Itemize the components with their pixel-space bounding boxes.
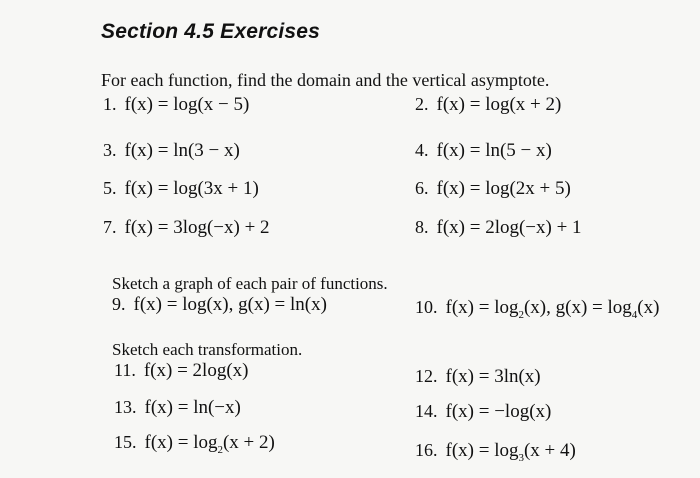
exercise-number: 3.: [103, 140, 117, 160]
exercise-number: 2.: [415, 94, 429, 114]
group1-instruction: For each function, find the domain and the vertical asymptote.: [101, 70, 550, 90]
exercise-number: 5.: [103, 178, 117, 198]
exercise-expression-part: (x + 4): [523, 440, 576, 461]
exercise-8: [415, 217, 582, 239]
exercise-expression: f(x) = 2log(x): [143, 360, 249, 381]
exercise-7: [103, 217, 270, 239]
exercise-11: [114, 360, 248, 382]
exercise-expression-part: f(x) = log: [445, 440, 519, 461]
exercise-2: [415, 94, 561, 116]
exercise-3: [103, 140, 240, 162]
group2-instruction: Sketch a graph of each pair of functions.: [112, 274, 388, 293]
exercise-number: 9.: [112, 294, 126, 314]
exercise-expression: f(x) = ln(3 − x): [124, 140, 240, 161]
exercise-number: 13.: [114, 397, 137, 417]
exercise-expression: f(x) = ln(5 − x): [436, 140, 552, 161]
exercise-expression: f(x) = −log(x): [445, 401, 552, 422]
exercise-expression: f(x) = log(x), g(x) = ln(x): [133, 294, 327, 315]
exercise-number: 4.: [415, 140, 429, 160]
exercise-1: [103, 94, 249, 116]
exercise-expression-part: f(x) = log: [445, 297, 519, 318]
exercise-13: [114, 397, 241, 419]
exercise-16: [415, 440, 576, 464]
exercise-6: [415, 178, 571, 200]
exercise-expression: f(x) = 3ln(x): [445, 366, 541, 387]
exercise-expression: f(x) = ln(−x): [144, 397, 241, 418]
exercise-number: 6.: [415, 178, 429, 198]
log-base: 3: [518, 451, 524, 464]
exercise-number: 10.: [415, 297, 438, 317]
exercise-expression-part: (x + 2): [222, 432, 275, 453]
exercise-expression: f(x) = 3log(−x) + 2: [124, 217, 270, 238]
exercise-14: [415, 401, 551, 423]
exercise-9: [112, 294, 327, 316]
exercise-number: 12.: [415, 366, 438, 386]
exercise-10: [415, 297, 659, 321]
exercise-expression: f(x) = log(x + 2): [436, 94, 562, 115]
exercise-expression: f(x) = log(x − 5): [124, 94, 250, 115]
exercise-number: 7.: [103, 217, 117, 237]
exercise-number: 15.: [114, 432, 137, 452]
group3-instruction: Sketch each transformation.: [112, 340, 303, 359]
exercise-expression-part: f(x) = log: [144, 432, 218, 453]
section-title: Section 4.5 Exercises: [101, 20, 320, 43]
exercise-4: [415, 140, 552, 162]
exercise-expression: f(x) = 2log(−x) + 1: [436, 217, 582, 238]
exercise-expression: f(x) = log(2x + 5): [436, 178, 571, 199]
log-base: 2: [217, 443, 223, 456]
exercise-expression: f(x) = log(3x + 1): [124, 178, 259, 199]
exercise-number: 14.: [415, 401, 438, 421]
exercise-number: 11.: [114, 360, 136, 380]
exercise-expression-part: (x), g(x) = log: [523, 297, 632, 318]
log-base: 2: [518, 308, 524, 321]
exercise-12: [415, 366, 541, 388]
log-base: 4: [631, 308, 638, 321]
exercise-number: 1.: [103, 94, 117, 114]
exercise-15: [114, 432, 275, 456]
exercise-number: 8.: [415, 217, 429, 237]
exercise-number: 16.: [415, 440, 438, 460]
exercise-5: [103, 178, 259, 200]
exercise-expression-part: (x): [637, 297, 660, 318]
